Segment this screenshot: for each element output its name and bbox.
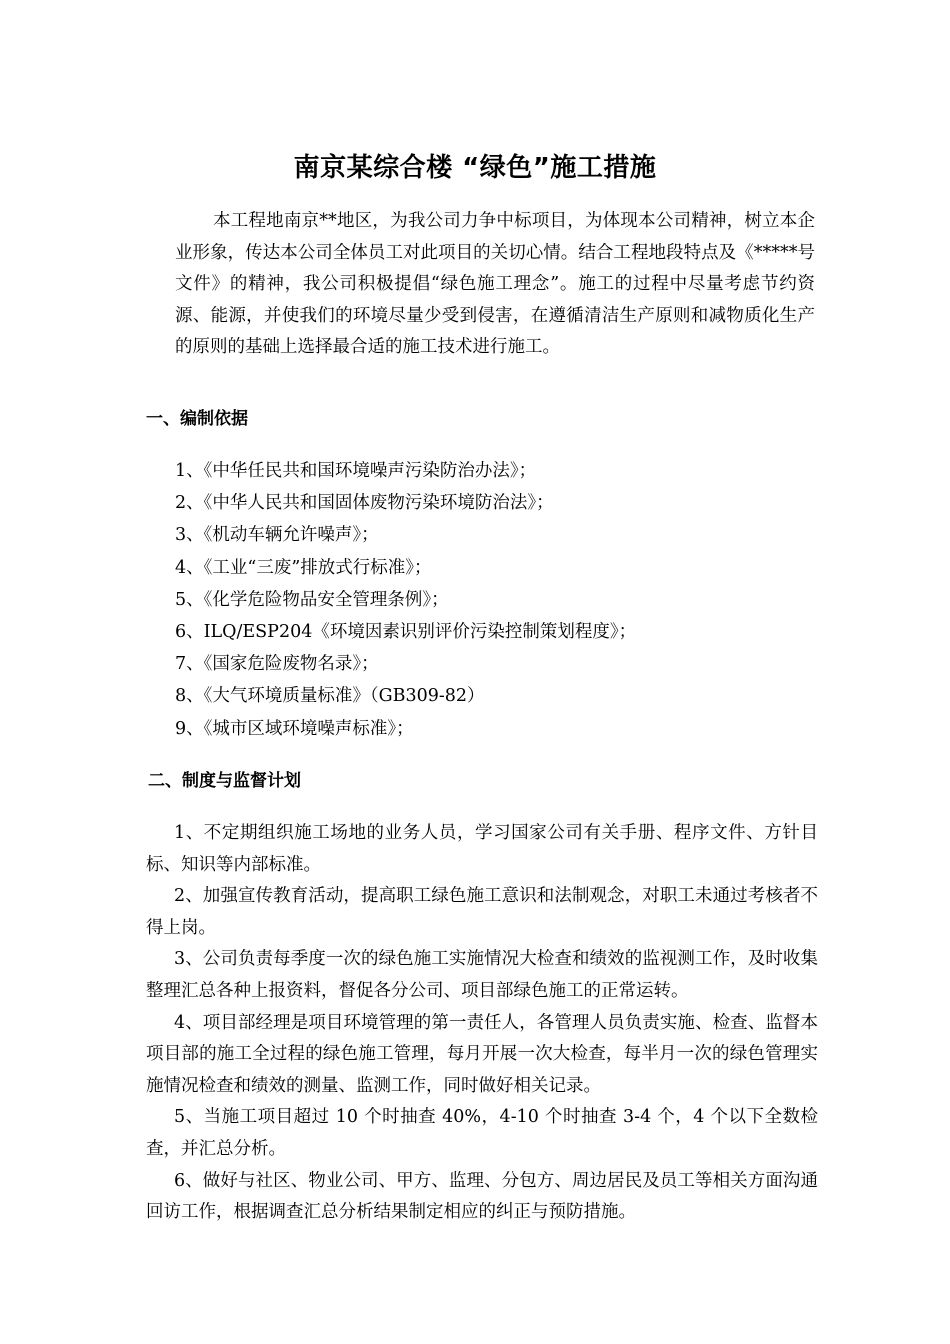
list-item: 2、《中华人民共和国固体废物污染环境防治法》；	[175, 493, 554, 514]
section-heading-basis: 一、编制依据	[146, 409, 248, 429]
basis-list	[175, 455, 815, 745]
list-item: 1、《中华任民共和国环境噪声污染防治办法》；	[175, 461, 537, 481]
plan-paragraph: 4、项目部经理是项目环境管理的第一责任人，各管理人员负责实施、检查、监督本项目部的施工全过程的绿色施工管理，每月开展一次大检查，每半月一次的绿色管理实施情况检查和绩效的测量、监测工作，同时做好相关记录。	[146, 1012, 818, 1096]
list-item: 4、《工业“三废”排放式行标准》；	[175, 557, 432, 578]
plan-paragraph: 1、不定期组织施工场地的业务人员，学习国家公司有关手册、程序文件、方针目标、知识等内部标准。	[146, 823, 818, 875]
plan-paragraph: 2、加强宣传教育活动，提高职工绿色施工意识和法制观念，对职工未通过考核者不得上岗。	[146, 886, 818, 938]
list-item: 5、《化学危险物品安全管理条例》；	[175, 589, 449, 610]
list-item: 6、ILQ/ESP204《环境因素识别评价污染控制策划程度》；	[175, 621, 637, 642]
list-item: 9、《城市区域环境噪声标准》；	[175, 718, 414, 739]
plan-paragraph: 5、当施工项目超过 10 个时抽查 40%，4-10 个时抽查 3-4 个，4 个以下全数检查，并汇总分析。	[146, 1107, 818, 1159]
plan-paragraphs	[146, 818, 818, 1229]
list-item: 3、《机动车辆允许噪声》；	[175, 525, 379, 546]
list-item: 8、《大气环境质量标准》（GB309-82）	[175, 686, 485, 707]
section-heading-plan: 二、制度与监督计划	[148, 771, 301, 791]
document-title: 南京某综合楼 “绿色”施工措施	[293, 153, 657, 183]
list-item: 7、《国家危险废物名录》；	[175, 654, 379, 675]
intro-paragraph: 本工程地南京**地区，为我公司力争中标项目，为体现本公司精神，树立本企业形象，传达本公司全体员工对此项目的关切心情。结合工程地段特点及《*****号文件》的精神，我公司积极提倡“绿色施工理念”。施工的过程中尽量考虑节约资源、能源，并使我们的环境尽量少受到侵害，在遵循清洁生产原则和减物质化生产的原则的基础上选择最合适的施工技术进行施工。	[175, 211, 815, 357]
plan-paragraph: 3、公司负责每季度一次的绿色施工实施情况大检查和绩效的监视测工作，及时收集整理汇总各种上报资料，督促各分公司、项目部绿色施工的正常运转。	[146, 949, 818, 1001]
plan-paragraph: 6、做好与社区、物业公司、甲方、监理、分包方、周边居民及员工等相关方面沟通回访工作，根据调查汇总分析结果制定相应的纠正与预防措施。	[146, 1170, 818, 1223]
